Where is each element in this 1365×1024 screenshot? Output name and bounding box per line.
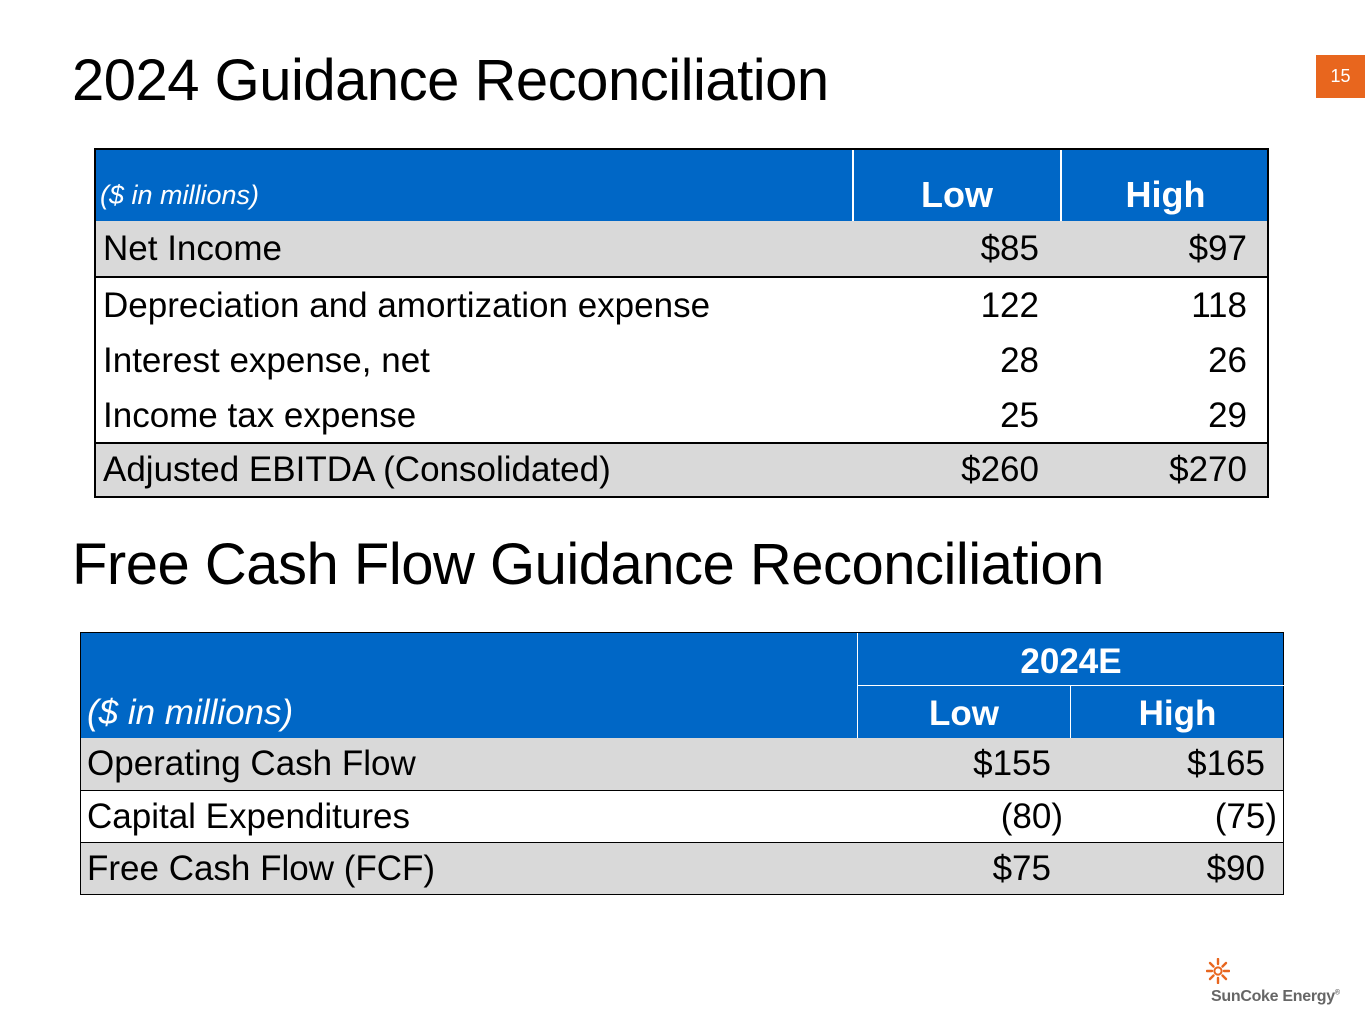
high-value: 118 <box>1191 286 1247 325</box>
sun-icon <box>1206 958 1230 984</box>
fcf-table <box>80 632 1284 895</box>
low-value: 25 <box>1000 396 1039 435</box>
high-value: 29 <box>1208 396 1247 435</box>
row-label: Free Cash Flow (FCF) <box>87 849 436 888</box>
high-value: $97 <box>1188 229 1247 268</box>
unit-label: ($ in millions) <box>87 693 294 732</box>
table-row <box>96 444 1267 496</box>
high-value: $270 <box>1169 450 1247 489</box>
table-row <box>81 791 1283 843</box>
table-row <box>81 738 1283 790</box>
column-header-high: High <box>1138 694 1217 733</box>
low-value: $155 <box>973 744 1051 783</box>
logo-text: SunCoke Energy® <box>1211 988 1340 1005</box>
low-value: $75 <box>992 849 1051 888</box>
guidance-table-header <box>96 150 1267 221</box>
unit-label: ($ in millions) <box>100 180 260 210</box>
row-label: Adjusted EBITDA (Consolidated) <box>103 450 611 489</box>
table-row <box>96 333 1267 388</box>
low-value: $260 <box>961 450 1039 489</box>
table-row <box>96 388 1267 443</box>
row-label: Depreciation and amortization expense <box>103 286 711 325</box>
page-number-badge: 15 <box>1316 55 1365 98</box>
suncoke-logo <box>1206 958 1340 1010</box>
fcf-table-header <box>81 633 1283 738</box>
guidance-title: 2024 Guidance Reconciliation <box>72 48 829 113</box>
table-row <box>81 843 1283 894</box>
guidance-table <box>94 148 1269 498</box>
header-divider <box>858 685 1284 686</box>
table-row <box>96 278 1267 333</box>
row-label: Net Income <box>103 229 282 268</box>
row-label: Operating Cash Flow <box>87 744 416 783</box>
column-header-high: High <box>1125 174 1206 215</box>
column-header-low: Low <box>929 694 999 733</box>
row-label: Income tax expense <box>103 396 417 435</box>
low-value: (80) <box>1000 797 1063 836</box>
low-value: $85 <box>980 229 1039 268</box>
row-label: Interest expense, net <box>103 341 430 380</box>
high-value: (75) <box>1214 797 1277 836</box>
table-row <box>96 221 1267 276</box>
row-label: Capital Expenditures <box>87 797 410 836</box>
high-value: 26 <box>1208 341 1247 380</box>
high-value: $165 <box>1187 744 1265 783</box>
low-value: 28 <box>1000 341 1039 380</box>
low-value: 122 <box>980 286 1039 325</box>
high-value: $90 <box>1206 849 1265 888</box>
column-header-low: Low <box>921 174 993 215</box>
fcf-title: Free Cash Flow Guidance Reconciliation <box>72 532 1104 597</box>
period-header: 2024E <box>1020 642 1122 681</box>
